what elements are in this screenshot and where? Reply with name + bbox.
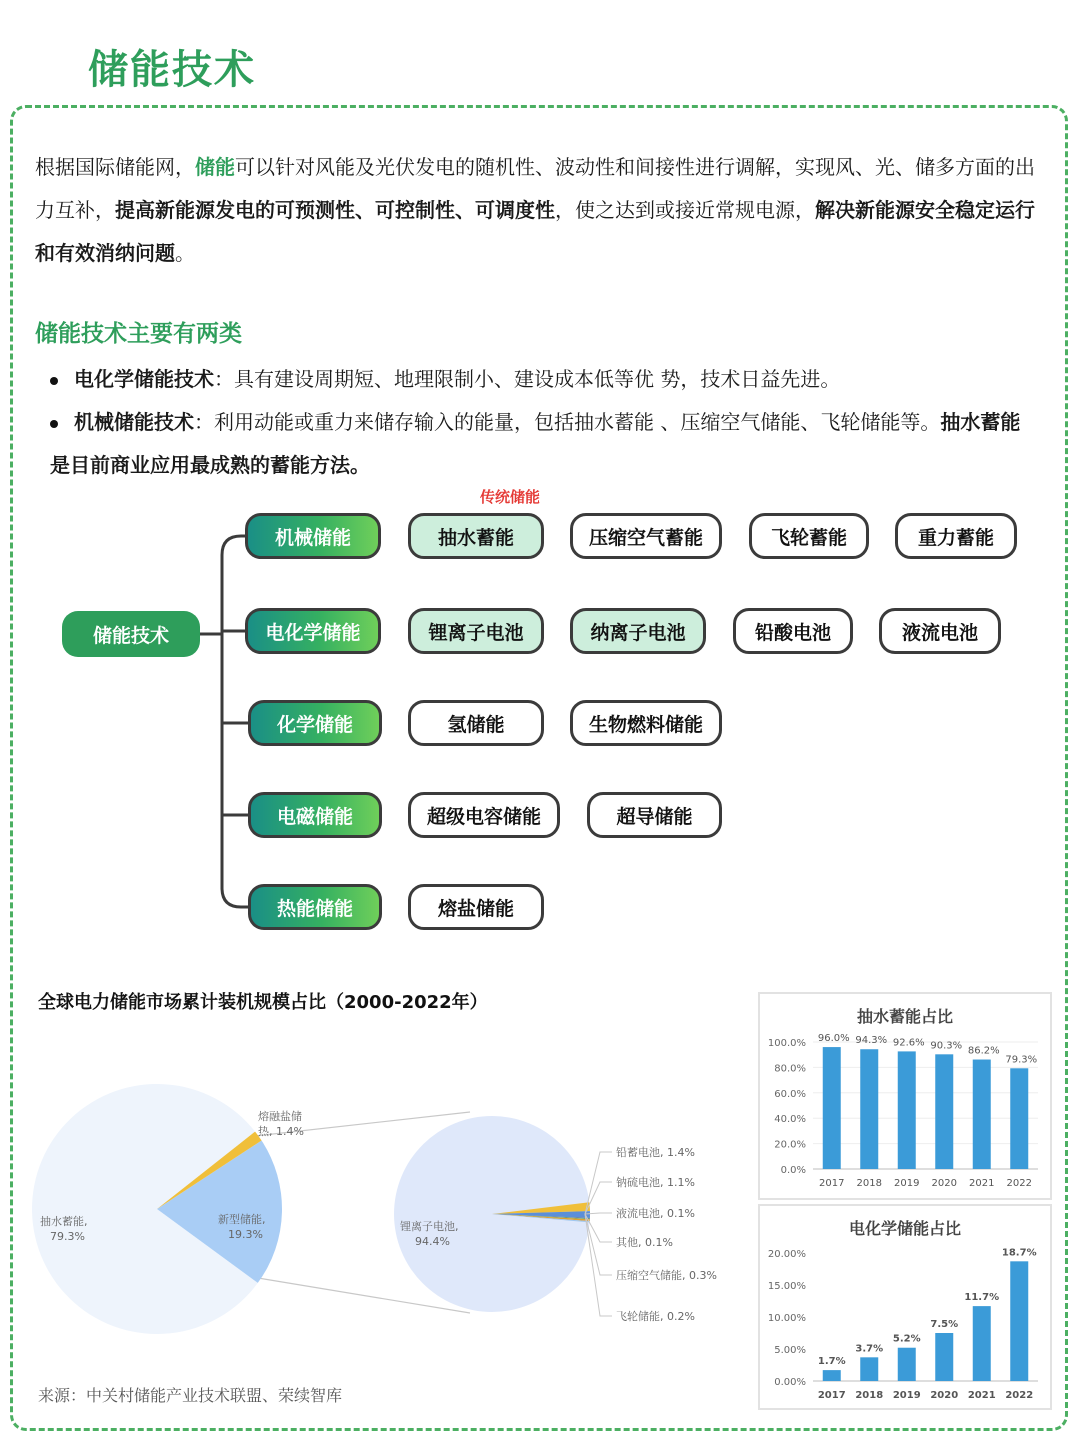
- x-tick-label: 2020: [931, 1178, 957, 1189]
- x-tick-label: 2019: [894, 1178, 920, 1189]
- x-tick-label: 2018: [855, 1390, 884, 1401]
- bar-value-label: 18.7%: [1001, 1247, 1037, 1259]
- x-tick-label: 2022: [1005, 1390, 1034, 1401]
- y-tick-label: 10.00%: [767, 1313, 806, 1324]
- bullet-mechanical: [50, 401, 1035, 487]
- tree-root: 储能技术: [62, 611, 200, 657]
- bar-value-label: 1.7%: [817, 1356, 846, 1368]
- intro-text-4: 。: [175, 241, 195, 265]
- y-tick-label: 20.0%: [774, 1139, 806, 1151]
- pie-legend-label: 液流电池, 0.1%: [616, 1207, 695, 1220]
- bar-panel-pumped-hydro: [758, 992, 1052, 1200]
- bar: [1010, 1261, 1028, 1381]
- bar-chart-title: 电化学储能占比: [848, 1219, 961, 1238]
- bullet-electrochemical: [50, 358, 1035, 401]
- x-tick-label: 2022: [1006, 1178, 1032, 1189]
- pie-label-lithium-ion-value: 94.4%: [415, 1235, 450, 1248]
- bar-value-label: 5.2%: [892, 1333, 921, 1345]
- intro-paragraph: [35, 146, 1045, 275]
- y-tick-label: 40.0%: [774, 1114, 806, 1126]
- chart-title: 全球电力储能市场累计装机规模占比（2000-2022年）: [38, 992, 488, 1013]
- bar-panel-electrochemical: [758, 1204, 1052, 1410]
- bullet-term: 电化学储能技术: [74, 367, 214, 391]
- bar: [860, 1049, 878, 1169]
- bar: [973, 1060, 991, 1169]
- pie-label-new-storage: 新型储能,: [218, 1213, 266, 1226]
- y-tick-label: 60.0%: [774, 1088, 806, 1100]
- bar: [1010, 1068, 1028, 1169]
- item-flow-battery: 液流电池: [879, 608, 1001, 654]
- x-tick-label: 2017: [817, 1390, 846, 1401]
- y-tick-label: 15.00%: [767, 1281, 806, 1292]
- intro-text-1: 根据国际储能网，: [35, 155, 195, 179]
- bar: [935, 1333, 953, 1381]
- category-electromagnetic: 电磁储能: [248, 792, 382, 838]
- intro-highlight: 储能: [195, 155, 235, 179]
- y-tick-label: 100.0%: [767, 1038, 806, 1049]
- pie-legend-label: 铅蓄电池, 1.4%: [616, 1146, 695, 1159]
- item-superconducting: 超导储能: [587, 792, 722, 838]
- bar-chart-pumped-hydro: [760, 994, 1050, 1198]
- source-note: 来源：中关村储能产业技术联盟、荣续智库: [38, 1386, 343, 1405]
- page-title: 储能技术: [88, 47, 256, 93]
- bar-value-label: 79.3%: [1005, 1054, 1038, 1066]
- item-sodium-ion: 纳离子电池: [570, 608, 706, 654]
- bar: [935, 1054, 953, 1169]
- item-flywheel: 飞轮蓄能: [749, 513, 869, 559]
- pie-legend-label: 压缩空气储能, 0.3%: [616, 1269, 717, 1282]
- y-tick-label: 5.00%: [774, 1345, 806, 1356]
- bar: [823, 1047, 841, 1169]
- item-lead-acid: 铅酸电池: [733, 608, 853, 654]
- bar: [860, 1357, 878, 1381]
- intro-text-2: 可以针对风能及光伏发电的随机性、波动性和间接性进行调解，实现风、光、储多方面的出力互补，: [35, 155, 1035, 222]
- category-thermal: 热能储能: [248, 884, 382, 930]
- intro-bold-2: 解决新能源安全稳定运行和有效消纳问题: [35, 198, 1035, 265]
- pie-charts: [0, 1060, 750, 1380]
- category-chemical: 化学储能: [248, 700, 382, 746]
- item-pumped-hydro: 抽水蓄能: [408, 513, 544, 559]
- pie-label-lithium-ion: 锂离子电池,: [400, 1220, 459, 1233]
- bullet-dot: [50, 420, 58, 428]
- x-tick-label: 2018: [856, 1178, 882, 1189]
- item-hydrogen: 氢储能: [408, 700, 544, 746]
- pie-legend-label: 钠硫电池, 1.1%: [616, 1176, 695, 1189]
- item-compressed-air: 压缩空气蓄能: [570, 513, 722, 559]
- bar-value-label: 7.5%: [930, 1319, 959, 1330]
- category-mechanical: 机械储能: [245, 513, 381, 559]
- pie-label-molten-salt-value: 热, 1.4%: [258, 1125, 304, 1138]
- bullet-text: ：具有建设周期短、地理限制小、建设成本低等优 势，技术日益先进。: [214, 367, 841, 391]
- bullet-term: 机械储能技术: [74, 410, 194, 434]
- bar-chart-electrochemical: [760, 1206, 1050, 1408]
- category-electrochemical: 电化学储能: [245, 608, 381, 654]
- traditional-label: 传统储能: [479, 488, 540, 506]
- bar-value-label: 11.7%: [964, 1292, 1000, 1304]
- intro-text-3: ，使之达到或接近常规电源，: [555, 198, 815, 222]
- item-lithium-ion: 锂离子电池: [408, 608, 544, 654]
- bar-value-label: 94.3%: [855, 1035, 888, 1047]
- item-molten-salt: 熔盐储能: [408, 884, 544, 930]
- y-tick-label: 80.0%: [774, 1063, 806, 1075]
- pie-legend-label: 其他, 0.1%: [616, 1236, 673, 1249]
- bullet-bold: 抽水蓄能是目前商业应用最成熟的蓄能方法。: [50, 410, 1021, 477]
- item-biofuel: 生物燃料储能: [570, 700, 722, 746]
- bar: [823, 1370, 841, 1381]
- y-tick-label: 20.00%: [767, 1249, 806, 1260]
- pie-label-pumped-hydro: 抽水蓄能,: [40, 1215, 88, 1228]
- x-tick-label: 2021: [969, 1178, 995, 1189]
- x-tick-label: 2017: [819, 1178, 845, 1189]
- pie-legend-label: 飞轮储能, 0.2%: [616, 1310, 695, 1323]
- pie-label-pumped-hydro-value: 79.3%: [50, 1230, 85, 1243]
- x-tick-label: 2021: [967, 1390, 996, 1401]
- bullet-dot: [50, 377, 58, 385]
- pie-label-new-storage-value: 19.3%: [228, 1228, 263, 1241]
- bar-value-label: 96.0%: [817, 1033, 850, 1045]
- intro-bold-1: 提高新能源发电的可预测性、可控制性、可调度性: [115, 198, 555, 222]
- bullet-text: ：利用动能或重力来储存输入的能量，包括抽水蓄能 、压缩空气储能、飞轮储能等。: [194, 410, 941, 434]
- bar-chart-title: 抽水蓄能占比: [856, 1007, 953, 1026]
- bar: [898, 1051, 916, 1169]
- bar: [973, 1306, 991, 1381]
- item-gravity: 重力蓄能: [895, 513, 1017, 559]
- y-tick-label: 0.00%: [774, 1377, 806, 1388]
- x-tick-label: 2020: [930, 1390, 959, 1401]
- bar-value-label: 86.2%: [967, 1045, 1000, 1057]
- section-heading: 储能技术主要有两类: [35, 321, 242, 347]
- bar-value-label: 3.7%: [855, 1343, 884, 1355]
- y-tick-label: 0.0%: [780, 1165, 806, 1176]
- item-supercapacitor: 超级电容储能: [408, 792, 560, 838]
- bar-value-label: 90.3%: [930, 1040, 963, 1052]
- bar: [898, 1348, 916, 1381]
- x-tick-label: 2019: [892, 1390, 921, 1401]
- bar-value-label: 92.6%: [892, 1037, 925, 1049]
- pie-label-molten-salt: 熔融盐储: [258, 1110, 302, 1123]
